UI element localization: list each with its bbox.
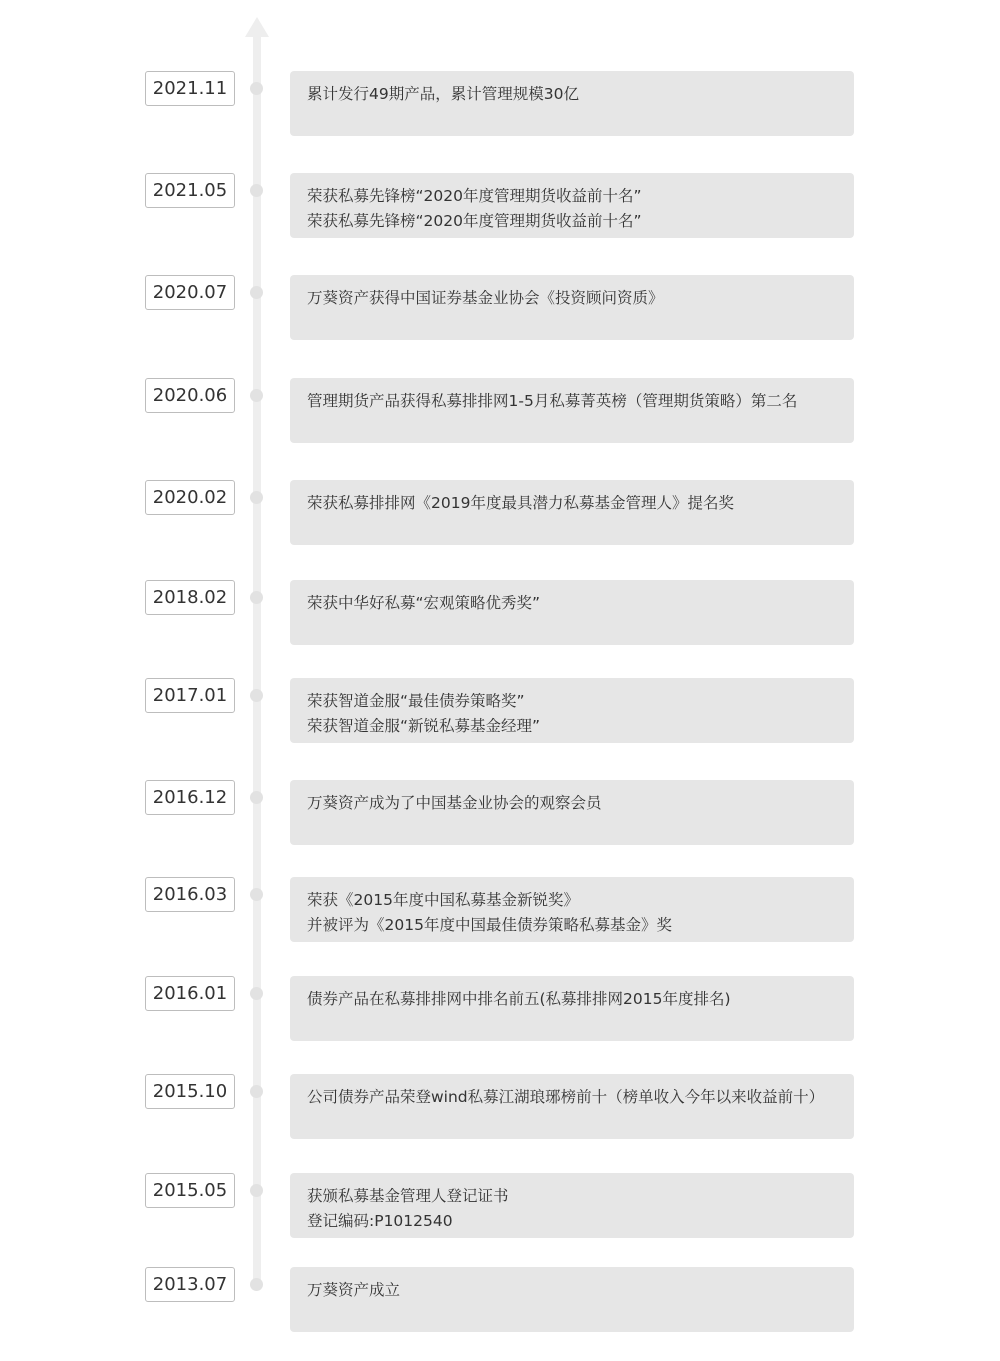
timeline-event	[0, 780, 1000, 850]
event-description-line: 债券产品在私募排排网中排名前五(私募排排网2015年度排名)	[307, 990, 731, 1008]
event-date-badge: 2021.11	[145, 71, 235, 106]
timeline-node-dot-icon	[250, 82, 263, 95]
event-date-badge: 2020.02	[145, 480, 235, 515]
event-date-badge: 2021.05	[145, 173, 235, 208]
timeline-node-dot-icon	[250, 491, 263, 504]
event-description-card	[290, 976, 854, 1041]
event-description-line: 荣获私募排排网《2019年度最具潜力私募基金管理人》提名奖	[307, 494, 734, 512]
event-date-badge: 2015.10	[145, 1074, 235, 1109]
timeline-event	[0, 173, 1000, 243]
timeline-event	[0, 877, 1000, 947]
event-description-card	[290, 580, 854, 645]
event-description-line: 登记编码:P1012540	[307, 1212, 453, 1230]
event-description-card	[290, 877, 854, 942]
timeline-node-dot-icon	[250, 1085, 263, 1098]
timeline-event	[0, 275, 1000, 345]
event-description-line: 万葵资产成为了中国基金业协会的观察会员	[307, 794, 602, 812]
timeline-node-dot-icon	[250, 1278, 263, 1291]
event-description-line: 并被评为《2015年度中国最佳债券策略私募基金》奖	[307, 916, 672, 934]
event-date-badge: 2016.01	[145, 976, 235, 1011]
timeline-node-dot-icon	[250, 987, 263, 1000]
timeline-event	[0, 480, 1000, 550]
timeline-event	[0, 580, 1000, 650]
event-description-line: 万葵资产获得中国证券基金业协会《投资顾问资质》	[307, 289, 664, 307]
event-description-card	[290, 1074, 854, 1139]
event-date-badge: 2018.02	[145, 580, 235, 615]
event-description-line: 累计发行49期产品，累计管理规模30亿	[307, 85, 579, 103]
event-description-card	[290, 678, 854, 743]
timeline-event	[0, 678, 1000, 748]
event-description-line: 荣获智道金服“新锐私募基金经理”	[307, 717, 541, 735]
event-description-card	[290, 378, 854, 443]
event-description-card	[290, 780, 854, 845]
event-date-badge: 2016.12	[145, 780, 235, 815]
event-date-badge: 2020.06	[145, 378, 235, 413]
timeline-node-dot-icon	[250, 791, 263, 804]
timeline-event	[0, 1074, 1000, 1144]
event-date-badge: 2020.07	[145, 275, 235, 310]
event-description-line: 获颁私募基金管理人登记证书	[307, 1187, 509, 1205]
event-date-badge: 2017.01	[145, 678, 235, 713]
event-date-badge: 2015.05	[145, 1173, 235, 1208]
event-description-card	[290, 71, 854, 136]
event-description-card	[290, 1267, 854, 1332]
event-description-line: 管理期货产品获得私募排排网1-5月私募菁英榜（管理期货策略）第二名	[307, 392, 798, 410]
event-description-card	[290, 1173, 854, 1238]
event-description-line: 荣获《2015年度中国私募基金新锐奖》	[307, 891, 579, 909]
event-description-line: 公司债券产品荣登wind私募江湖琅琊榜前十（榜单收入今年以来收益前十）	[307, 1088, 825, 1106]
timeline-node-dot-icon	[250, 184, 263, 197]
timeline-node-dot-icon	[250, 888, 263, 901]
event-description-line: 荣获私募先锋榜“2020年度管理期货收益前十名”	[307, 212, 642, 230]
timeline-node-dot-icon	[250, 389, 263, 402]
event-description-line: 荣获中华好私募“宏观策略优秀奖”	[307, 594, 541, 612]
timeline-event	[0, 1267, 1000, 1337]
event-description-card	[290, 173, 854, 238]
event-date-badge: 2013.07	[145, 1267, 235, 1302]
timeline-event	[0, 1173, 1000, 1243]
timeline-event	[0, 71, 1000, 141]
timeline-node-dot-icon	[250, 1184, 263, 1197]
event-description-line: 荣获私募先锋榜“2020年度管理期货收益前十名”	[307, 187, 642, 205]
timeline-node-dot-icon	[250, 591, 263, 604]
event-description-line: 荣获智道金服“最佳债券策略奖”	[307, 692, 525, 710]
event-description-line: 万葵资产成立	[307, 1281, 401, 1299]
event-date-badge: 2016.03	[145, 877, 235, 912]
timeline-node-dot-icon	[250, 689, 263, 702]
timeline-event	[0, 976, 1000, 1046]
event-description-card	[290, 275, 854, 340]
event-description-card	[290, 480, 854, 545]
timeline-node-dot-icon	[250, 286, 263, 299]
timeline-event	[0, 378, 1000, 448]
